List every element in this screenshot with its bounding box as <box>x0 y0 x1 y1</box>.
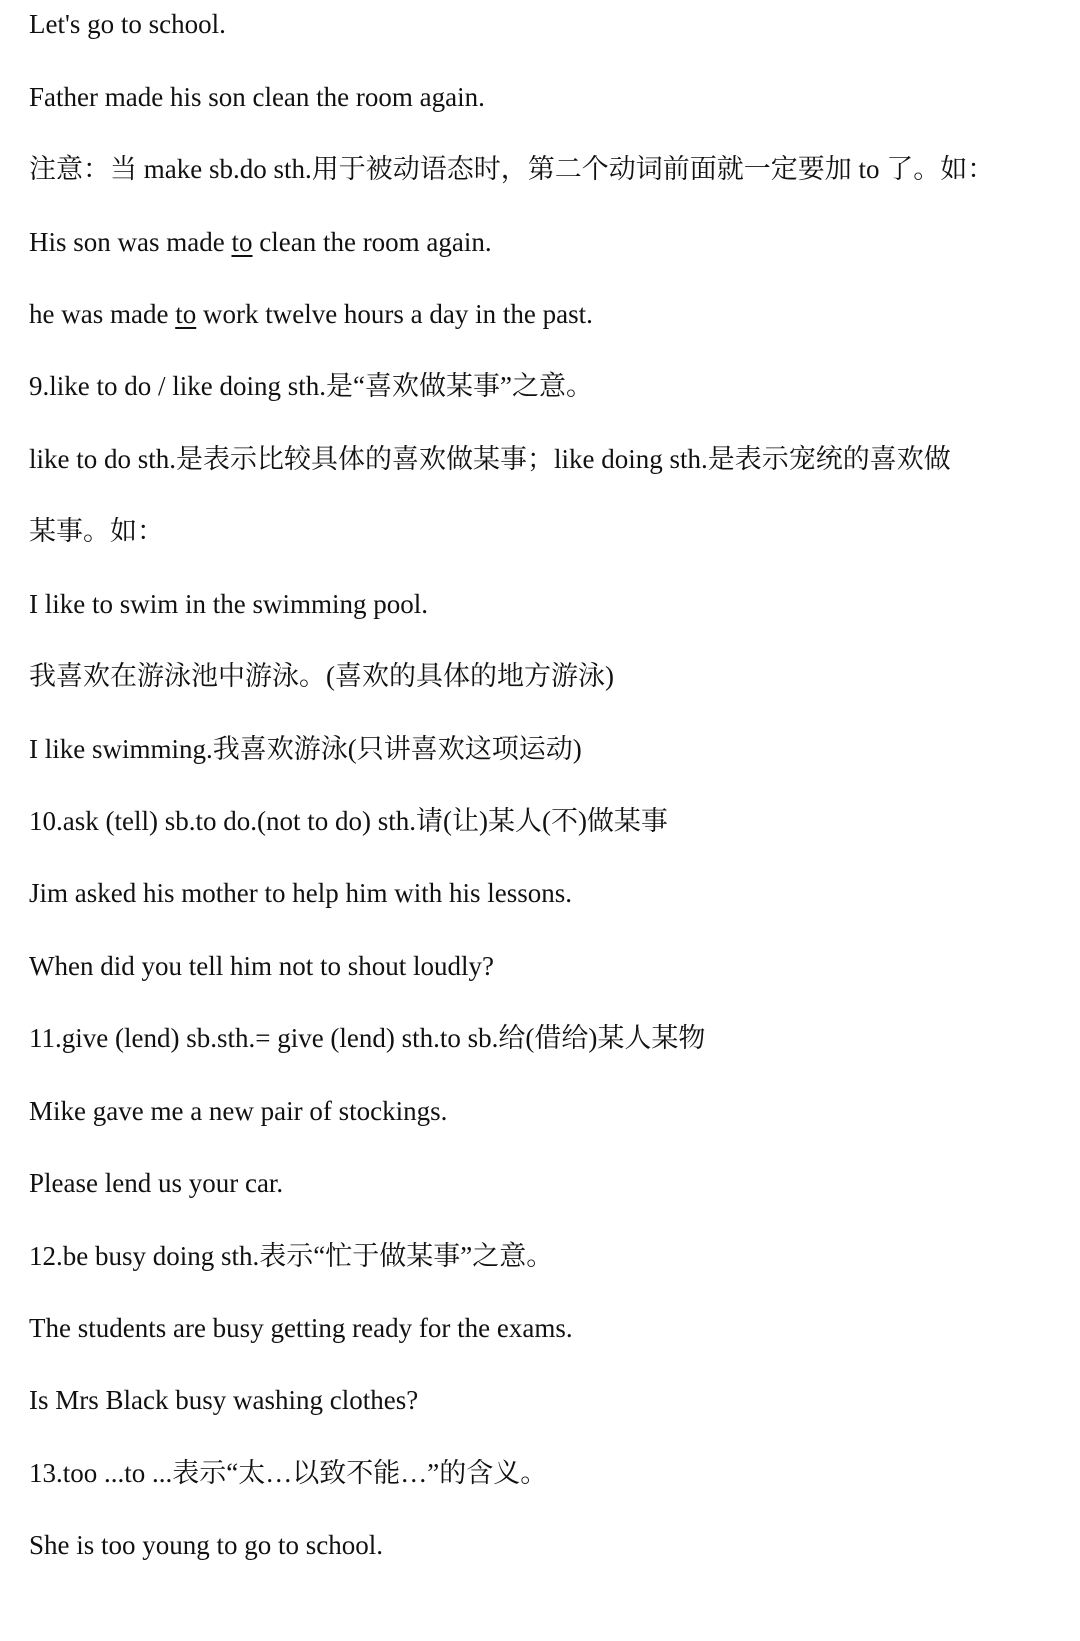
text-line: 12.be busy doing sth.表示“忙于做某事”之意。 <box>29 1241 554 1271</box>
text-segment: he was made <box>29 299 176 329</box>
text-line: 注意：当 make sb.do sth.用于被动语态时，第二个动词前面就一定要加 to 了。如： <box>29 154 995 184</box>
text-line: like to do sth.是表示比较具体的喜欢做某事；like doing sth.是表示宠统的喜欢做 <box>29 444 951 474</box>
text-segment: clean the room again. <box>252 227 492 257</box>
text-line: Father made his son clean the room again. <box>29 82 485 112</box>
text-line: 11.give (lend) sb.sth.= give (lend) sth.to sb.给(借给)某人某物 <box>29 1023 706 1053</box>
underlined-word: to <box>231 227 253 257</box>
text-line: 我喜欢在游泳池中游泳。(喜欢的具体的地方游泳) <box>29 661 614 691</box>
text-line: 13.too ...to ...表示“太…以致不能…”的含义。 <box>29 1458 548 1488</box>
text-segment: work twelve hours a day in the past. <box>196 299 593 329</box>
text-line: Mike gave me a new pair of stockings. <box>29 1096 448 1126</box>
text-line: The students are busy getting ready for the exams. <box>29 1313 573 1343</box>
text-line: Please lend us your car. <box>29 1168 284 1198</box>
text-line: 10.ask (tell) sb.to do.(not to do) sth.请(让)某人(不)做某事 <box>29 806 668 836</box>
text-line: 某事。如： <box>29 516 164 546</box>
text-line <box>29 224 492 260</box>
text-line: Is Mrs Black busy washing clothes? <box>29 1385 419 1415</box>
text-line: When did you tell him not to shout loudly? <box>29 951 494 981</box>
text-line <box>29 296 593 332</box>
text-line: I like to swim in the swimming pool. <box>29 589 428 619</box>
text-line: 9.like to do / like doing sth.是“喜欢做某事”之意。 <box>29 371 593 401</box>
text-line: Jim asked his mother to help him with his lessons. <box>29 878 572 908</box>
text-line: Let's go to school. <box>29 9 226 39</box>
text-line: She is too young to go to school. <box>29 1530 384 1560</box>
text-segment: His son was made <box>29 227 232 257</box>
text-line: I like swimming.我喜欢游泳(只讲喜欢这项运动) <box>29 734 582 764</box>
underlined-word: to <box>175 299 197 329</box>
